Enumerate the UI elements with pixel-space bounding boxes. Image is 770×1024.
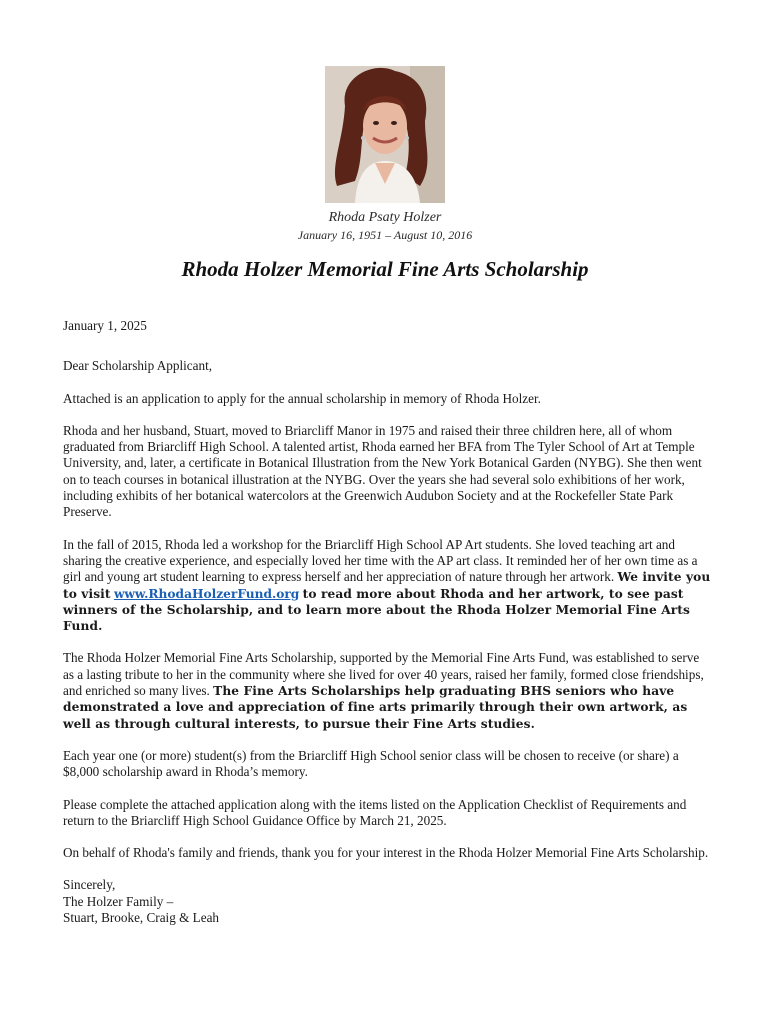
- letter-date: January 1, 2025: [63, 318, 147, 333]
- salutation: Dear Scholarship Applicant,: [63, 358, 213, 374]
- paragraph-intro: Attached is an application to apply for the annual scholarship in memory of Rhoda Holzer.: [63, 390, 541, 406]
- closing-line-2: The Holzer Family –: [63, 893, 174, 909]
- portrait-illustration: [325, 66, 445, 203]
- paragraph-bio: Rhoda and her husband, Stuart, moved to Briarcliff Manor in 1975 and raised their three children here, all of whom graduated from Briarcliff High School. A talented artist, Rhoda earned her BFA from The Tyler School of Art at Temple University, and, later, a certificate in Botanical Illustration from the New York Botanical Garden (NYBG). She then went on to teach courses in botanical illustration at the NYBG. Over the years she had several solo exhibitions of her work, including exhibits of her botanical watercolors at the Greenwich Audubon Society and at the Rockefeller State Park Preserve.: [63, 422, 702, 520]
- fund-bold-text: The Fine Arts Scholarships help graduating BHS seniors who have demonstrated a love and appreciation of fine arts primarily through their own artwork, as well as through cultural interests, to pursue their Fine Arts studies.: [63, 684, 688, 731]
- fund-text: The Rhoda Holzer Memorial Fine Arts Scholarship, supported by the Memorial Fine Arts Fund, was established to serve as a lasting tribute to her in the community where she lived for over 40 years, raised her family, formed close friendships, and enriched so many lives.: [63, 650, 704, 699]
- paragraph-workshop: [63, 537, 713, 635]
- closing-line-3: Stuart, Brooke, Craig & Leah: [63, 910, 220, 926]
- paragraph-thanks: On behalf of Rhoda's family and friends, thank you for your interest in the Rhoda Holzer Memorial Fine Arts Scholarship.: [63, 845, 709, 861]
- fund-website-link[interactable]: www.RhodaHolzerFund.org: [113, 586, 300, 601]
- paragraph-fund: [63, 650, 713, 731]
- letter-body: [63, 318, 713, 926]
- paragraph-instructions: Please complete the attached application along with the items listed on the Application Checklist of Requirements and return to the Briarcliff High School Guidance Office by March 21, 2025.: [63, 796, 687, 828]
- portrait-photo: [325, 66, 445, 203]
- workshop-text: In the fall of 2015, Rhoda led a workshop for the Briarcliff High School AP Art students. She loved teaching art and sharing the creative experience, and especially loved her time with the AP art class. It reminded her of her own time as a girl and young art student learning to express herself and her appreciation of nature through her artwork.: [63, 536, 698, 585]
- closing-line-1: Sincerely,: [63, 877, 116, 893]
- invite-text-end: to read more about Rhoda and her artwork, to see past winners of the Scholarship, and to learn more about the Rhoda Holzer Memorial Fine Arts Fund.: [63, 586, 690, 634]
- portrait-caption-name: Rhoda Psaty Holzer: [328, 210, 442, 225]
- letter-title: Rhoda Holzer Memorial Fine Arts Scholarship: [181, 257, 589, 281]
- invite-text-start: We invite you to visit: [63, 570, 711, 601]
- portrait-caption-dates: January 16, 1951 – August 10, 2016: [297, 228, 473, 242]
- paragraph-award: Each year one (or more) student(s) from the Briarcliff High School senior class will be chosen to receive (or share) a $8,000 scholarship award in Rhoda’s memory.: [63, 747, 679, 780]
- closing-block: [63, 877, 713, 926]
